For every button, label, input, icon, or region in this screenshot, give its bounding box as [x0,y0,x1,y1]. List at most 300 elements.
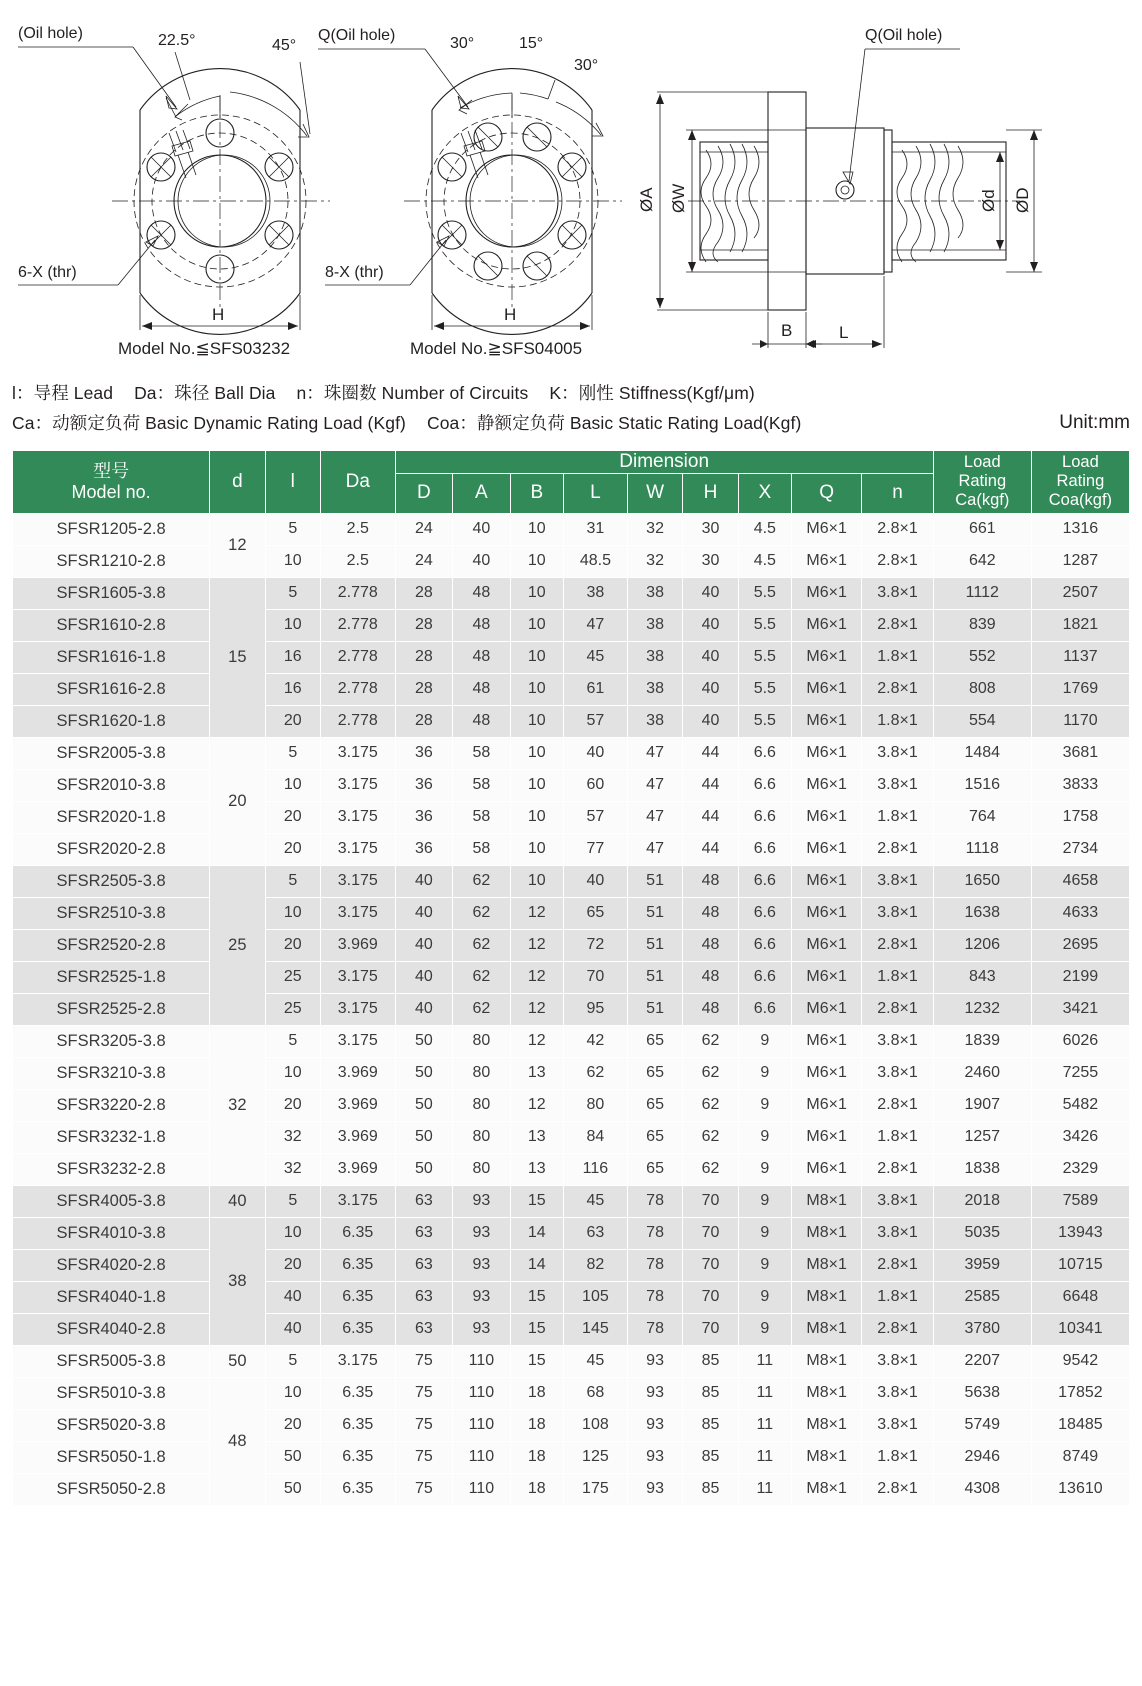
cell-load-rating-coa: 3681 [1031,737,1129,769]
cell-dim-b: 10 [510,641,563,673]
cell-dim-w: 47 [627,833,682,865]
cell-dim-l: 45 [563,1345,627,1377]
cell-model: SFSR2020-1.8 [13,801,210,833]
cell-dim-h: 85 [683,1473,738,1505]
cell-dim-d: 24 [395,513,453,545]
table-row [13,545,1130,577]
cell-dim-a: 62 [453,897,511,929]
oil-hole-circle [836,181,854,199]
table-row [13,801,1130,833]
cell-ball-dia: 6.35 [320,1217,395,1249]
cell-model: SFSR2505-3.8 [13,865,210,897]
note-lead: l：导程 Lead [12,383,114,403]
cell-dim-x: 5.5 [738,609,791,641]
cell-dim-l: 108 [563,1409,627,1441]
left-flange-drawing [18,25,330,358]
th-coa-l1: Load [1062,453,1099,472]
cell-load-rating-coa: 7589 [1031,1185,1129,1217]
cell-dim-l: 62 [563,1057,627,1089]
cell-dim-x: 9 [738,1025,791,1057]
cell-dim-q: M8×1 [791,1313,861,1345]
cell-dim-n: 2.8×1 [862,513,933,545]
cell-dim-h: 44 [683,801,738,833]
cell-dim-n: 1.8×1 [862,1281,933,1313]
oil-hole-label-middle: Q(Oil hole) [318,27,396,44]
cell-dim-b: 10 [510,801,563,833]
cell-ball-dia: 3.175 [320,1345,395,1377]
cell-dim-a: 80 [453,1025,511,1057]
cell-dim-n: 1.8×1 [862,801,933,833]
th-ca-l3: Ca(kgf) [955,491,1010,510]
th-load-rating-coa [1031,451,1129,514]
cell-load-rating-ca: 5638 [933,1377,1031,1409]
cell-dim-l: 95 [563,993,627,1025]
cell-ball-dia: 6.35 [320,1473,395,1505]
cell-dim-q: M6×1 [791,641,861,673]
cell-dim-q: M8×1 [791,1185,861,1217]
cell-dim-b: 15 [510,1345,563,1377]
cell-dim-a: 80 [453,1089,511,1121]
cell-dim-w: 51 [627,897,682,929]
cell-dim-h: 85 [683,1441,738,1473]
table-row [13,865,1130,897]
cell-dim-l: 70 [563,961,627,993]
note-ball-dia: Da：珠径 Ball Dia [134,383,276,403]
cell-load-rating-coa: 1821 [1031,609,1129,641]
th-model [13,451,210,514]
thread-label-middle: 8-X (thr) [325,264,384,281]
cell-lead: 50 [265,1473,320,1505]
cell-dim-w: 51 [627,961,682,993]
cell-dim-w: 65 [627,1089,682,1121]
cell-dim-q: M6×1 [791,705,861,737]
table-row [13,513,1130,545]
cell-ball-dia: 3.969 [320,1089,395,1121]
cell-shaft-diameter: 20 [210,737,265,865]
cell-load-rating-ca: 1257 [933,1121,1031,1153]
cell-load-rating-coa: 1769 [1031,673,1129,705]
cell-dim-b: 14 [510,1217,563,1249]
cell-dim-h: 30 [683,513,738,545]
cell-dim-b: 13 [510,1121,563,1153]
cell-load-rating-coa: 2507 [1031,577,1129,609]
thread-profile-left [700,144,768,262]
cell-dim-n: 1.8×1 [862,1121,933,1153]
th-dim-h: H [683,473,738,513]
cell-dim-a: 80 [453,1057,511,1089]
cell-ball-dia: 2.778 [320,641,395,673]
cell-load-rating-ca: 1839 [933,1025,1031,1057]
cell-load-rating-ca: 764 [933,801,1031,833]
cell-load-rating-coa: 17852 [1031,1377,1129,1409]
cell-dim-b: 15 [510,1185,563,1217]
cell-dim-w: 47 [627,769,682,801]
cell-ball-dia: 6.35 [320,1441,395,1473]
cell-load-rating-ca: 554 [933,705,1031,737]
cell-dim-x: 9 [738,1217,791,1249]
cell-dim-l: 38 [563,577,627,609]
cell-dim-a: 48 [453,609,511,641]
cell-model: SFSR2510-3.8 [13,897,210,929]
cell-model: SFSR5050-2.8 [13,1473,210,1505]
cell-dim-x: 9 [738,1121,791,1153]
cell-model: SFSR1616-2.8 [13,673,210,705]
th-ca-l1: Load [963,453,1001,472]
cell-dim-h: 48 [683,865,738,897]
cell-model: SFSR1605-3.8 [13,577,210,609]
cell-dim-l: 72 [563,929,627,961]
cell-dim-q: M6×1 [791,577,861,609]
spec-table-wrap [0,450,1142,1506]
cell-dim-q: M8×1 [791,1441,861,1473]
cell-lead: 25 [265,993,320,1025]
cell-dim-n: 3.8×1 [862,769,933,801]
cell-lead: 5 [265,1185,320,1217]
cell-lead: 20 [265,705,320,737]
cell-dim-l: 45 [563,1185,627,1217]
cell-dim-h: 70 [683,1185,738,1217]
cell-dim-b: 12 [510,897,563,929]
cell-dim-w: 65 [627,1153,682,1185]
cell-dim-n: 3.8×1 [862,577,933,609]
cell-dim-q: M6×1 [791,1153,861,1185]
cell-dim-w: 51 [627,865,682,897]
cell-dim-l: 105 [563,1281,627,1313]
th-dim-w: W [627,473,682,513]
dim-a-label: ØA [637,187,656,212]
table-row [13,1089,1130,1121]
cell-dim-n: 1.8×1 [862,641,933,673]
cell-load-rating-coa: 2734 [1031,833,1129,865]
cell-dim-l: 82 [563,1249,627,1281]
cell-model: SFSR3232-1.8 [13,1121,210,1153]
cell-dim-d: 75 [395,1441,453,1473]
cell-dim-x: 9 [738,1185,791,1217]
cell-dim-d: 40 [395,929,453,961]
cell-model: SFSR5020-3.8 [13,1409,210,1441]
cell-load-rating-coa: 1170 [1031,705,1129,737]
cell-ball-dia: 3.175 [320,1025,395,1057]
cell-load-rating-coa: 3426 [1031,1121,1129,1153]
cell-dim-l: 60 [563,769,627,801]
cell-dim-q: M8×1 [791,1217,861,1249]
cell-dim-x: 9 [738,1249,791,1281]
table-row [13,833,1130,865]
bolt-holes-middle [438,123,586,280]
cell-dim-d: 63 [395,1217,453,1249]
cell-dim-h: 62 [683,1089,738,1121]
cell-dim-q: M6×1 [791,865,861,897]
cell-load-rating-coa: 13943 [1031,1217,1129,1249]
cell-dim-h: 44 [683,769,738,801]
cell-load-rating-coa: 13610 [1031,1473,1129,1505]
th-dim-d: D [395,473,453,513]
cell-dim-a: 93 [453,1281,511,1313]
cell-load-rating-ca: 2018 [933,1185,1031,1217]
cell-lead: 50 [265,1441,320,1473]
table-row [13,1473,1130,1505]
cell-dim-w: 38 [627,609,682,641]
cell-dim-q: M6×1 [791,897,861,929]
cell-ball-dia: 3.969 [320,929,395,961]
th-dim-b: B [510,473,563,513]
cell-dim-n: 3.8×1 [862,1409,933,1441]
cell-dim-w: 78 [627,1281,682,1313]
cell-dim-a: 48 [453,705,511,737]
cell-dim-l: 145 [563,1313,627,1345]
cell-dim-b: 10 [510,577,563,609]
th-model-cn: 型号 [93,461,130,482]
cell-dim-h: 30 [683,545,738,577]
cell-dim-x: 6.6 [738,993,791,1025]
angle-15-label: 15° [519,35,544,52]
cell-shaft-diameter: 12 [210,513,265,577]
cell-model: SFSR2020-2.8 [13,833,210,865]
cell-dim-h: 40 [683,705,738,737]
cell-load-rating-coa: 18485 [1031,1409,1129,1441]
cell-load-rating-ca: 1838 [933,1153,1031,1185]
dim-l-label: L [839,323,849,342]
middle-caption: Model No.≧SFS04005 [410,339,583,358]
cell-dim-x: 9 [738,1281,791,1313]
cell-model: SFSR5050-1.8 [13,1441,210,1473]
cell-dim-d: 63 [395,1249,453,1281]
cell-dim-h: 40 [683,673,738,705]
cell-load-rating-ca: 5749 [933,1409,1031,1441]
cell-dim-n: 2.8×1 [862,993,933,1025]
cell-ball-dia: 6.35 [320,1313,395,1345]
cell-dim-q: M6×1 [791,1025,861,1057]
cell-dim-n: 2.8×1 [862,1473,933,1505]
cell-dim-h: 70 [683,1281,738,1313]
table-row [13,1121,1130,1153]
cell-dim-b: 12 [510,1025,563,1057]
cell-load-rating-coa: 2695 [1031,929,1129,961]
table-row [13,641,1130,673]
cell-load-rating-coa: 7255 [1031,1057,1129,1089]
cell-dim-x: 5.5 [738,577,791,609]
table-row [13,1217,1130,1249]
cell-dim-x: 6.6 [738,769,791,801]
cell-load-rating-coa: 4633 [1031,897,1129,929]
cell-load-rating-ca: 3780 [933,1313,1031,1345]
cell-dim-w: 78 [627,1185,682,1217]
th-d: d [210,451,265,514]
cell-load-rating-ca: 2585 [933,1281,1031,1313]
cell-model: SFSR1205-2.8 [13,513,210,545]
cell-dim-d: 50 [395,1153,453,1185]
cell-dim-d: 28 [395,673,453,705]
cell-model: SFSR1616-1.8 [13,641,210,673]
cell-dim-w: 51 [627,993,682,1025]
cell-load-rating-ca: 4308 [933,1473,1031,1505]
cell-load-rating-ca: 2207 [933,1345,1031,1377]
cell-dim-w: 38 [627,641,682,673]
table-head [13,451,1130,514]
cell-dim-h: 40 [683,641,738,673]
cell-dim-n: 1.8×1 [862,1441,933,1473]
cell-dim-a: 110 [453,1473,511,1505]
cell-dim-x: 9 [738,1089,791,1121]
table-row [13,609,1130,641]
cell-dim-q: M6×1 [791,929,861,961]
note-circuits: n：珠圈数 Number of Circuits [296,383,529,403]
oil-hole-label-left: (Oil hole) [18,25,83,42]
table-row [13,673,1130,705]
cell-model: SFSR5010-3.8 [13,1377,210,1409]
table-row [13,577,1130,609]
cell-dim-a: 58 [453,769,511,801]
cell-dim-d: 50 [395,1057,453,1089]
h-label-left: H [212,305,225,324]
th-ca-l2: Rating [958,472,1007,491]
cell-dim-x: 5.5 [738,641,791,673]
cell-lead: 5 [265,865,320,897]
table-row [13,1281,1130,1313]
cell-load-rating-coa: 2199 [1031,961,1129,993]
specification-table [12,450,1130,1506]
cell-load-rating-ca: 843 [933,961,1031,993]
cell-lead: 25 [265,961,320,993]
cell-ball-dia: 3.175 [320,833,395,865]
cell-dim-w: 93 [627,1377,682,1409]
cell-load-rating-ca: 1484 [933,737,1031,769]
cell-dim-b: 14 [510,1249,563,1281]
cell-dim-b: 10 [510,833,563,865]
cell-dim-q: M6×1 [791,801,861,833]
cell-dim-x: 9 [738,1057,791,1089]
cell-dim-b: 12 [510,1089,563,1121]
cell-dim-q: M6×1 [791,769,861,801]
cell-dim-l: 45 [563,641,627,673]
cell-dim-w: 47 [627,737,682,769]
cell-dim-w: 65 [627,1121,682,1153]
cell-lead: 40 [265,1313,320,1345]
table-row [13,1409,1130,1441]
cell-dim-a: 48 [453,673,511,705]
cell-dim-q: M8×1 [791,1473,861,1505]
cell-dim-h: 48 [683,993,738,1025]
cell-dim-n: 1.8×1 [862,705,933,737]
cell-model: SFSR1210-2.8 [13,545,210,577]
cell-dim-w: 78 [627,1217,682,1249]
cell-dim-d: 75 [395,1377,453,1409]
cell-load-rating-coa: 9542 [1031,1345,1129,1377]
cell-dim-x: 11 [738,1345,791,1377]
cell-dim-a: 62 [453,865,511,897]
cell-lead: 10 [265,609,320,641]
cell-load-rating-ca: 1638 [933,897,1031,929]
cell-dim-h: 62 [683,1057,738,1089]
cell-dim-w: 32 [627,545,682,577]
cell-dim-q: M8×1 [791,1249,861,1281]
cell-lead: 32 [265,1121,320,1153]
cell-dim-w: 65 [627,1025,682,1057]
cell-dim-d: 40 [395,993,453,1025]
cell-load-rating-ca: 1206 [933,929,1031,961]
legend-notes [0,378,1142,450]
cell-dim-d: 40 [395,897,453,929]
cell-dim-q: M6×1 [791,609,861,641]
cell-dim-l: 68 [563,1377,627,1409]
cell-dim-d: 75 [395,1473,453,1505]
cell-dim-w: 65 [627,1057,682,1089]
cell-ball-dia: 3.175 [320,993,395,1025]
cell-model: SFSR2520-2.8 [13,929,210,961]
table-row [13,993,1130,1025]
cell-load-rating-ca: 1650 [933,865,1031,897]
cell-dim-d: 28 [395,641,453,673]
cell-dim-a: 58 [453,801,511,833]
cell-dim-d: 24 [395,545,453,577]
middle-flange-drawing [318,27,622,358]
cell-lead: 5 [265,513,320,545]
cell-dim-n: 2.8×1 [862,1153,933,1185]
cell-dim-n: 3.8×1 [862,1377,933,1409]
cell-model: SFSR4040-2.8 [13,1313,210,1345]
cell-ball-dia: 6.35 [320,1281,395,1313]
cell-dim-a: 48 [453,641,511,673]
cell-dim-n: 3.8×1 [862,865,933,897]
cell-model: SFSR4010-3.8 [13,1217,210,1249]
cell-dim-l: 40 [563,737,627,769]
note-line-2 [12,408,1130,438]
cell-dim-x: 11 [738,1441,791,1473]
cell-dim-x: 11 [738,1473,791,1505]
cell-dim-w: 38 [627,673,682,705]
th-dim-x: X [738,473,791,513]
cell-dim-w: 51 [627,929,682,961]
cell-dim-q: M6×1 [791,737,861,769]
cell-shaft-diameter: 38 [210,1217,265,1345]
cell-ball-dia: 3.969 [320,1121,395,1153]
cell-dim-n: 2.8×1 [862,1313,933,1345]
cell-dim-b: 10 [510,865,563,897]
cell-model: SFSR1610-2.8 [13,609,210,641]
cell-lead: 10 [265,1057,320,1089]
cell-load-rating-coa: 6026 [1031,1025,1129,1057]
cell-dim-a: 110 [453,1377,511,1409]
cell-model: SFSR4005-3.8 [13,1185,210,1217]
th-dim-q: Q [791,473,861,513]
cell-dim-h: 70 [683,1249,738,1281]
th-l: l [265,451,320,514]
note-dynamic-load: Ca：动额定负荷 Basic Dynamic Rating Load (Kgf) [12,413,406,433]
cell-dim-a: 93 [453,1313,511,1345]
cell-lead: 5 [265,737,320,769]
cell-ball-dia: 3.175 [320,865,395,897]
cell-ball-dia: 2.5 [320,513,395,545]
cell-ball-dia: 2.778 [320,577,395,609]
cell-dim-l: 40 [563,865,627,897]
cell-shaft-diameter: 48 [210,1377,265,1505]
cell-ball-dia: 3.175 [320,801,395,833]
table-row [13,929,1130,961]
angle-30b-label: 30° [574,57,599,74]
cell-dim-d: 36 [395,833,453,865]
cell-dim-x: 4.5 [738,513,791,545]
cell-dim-h: 70 [683,1313,738,1345]
cell-dim-w: 32 [627,513,682,545]
cell-dim-q: M8×1 [791,1345,861,1377]
cell-dim-w: 38 [627,705,682,737]
table-row [13,897,1130,929]
cell-ball-dia: 6.35 [320,1409,395,1441]
cell-lead: 40 [265,1281,320,1313]
th-dim-a: A [453,473,511,513]
table-row [13,1313,1130,1345]
cell-ball-dia: 2.778 [320,705,395,737]
